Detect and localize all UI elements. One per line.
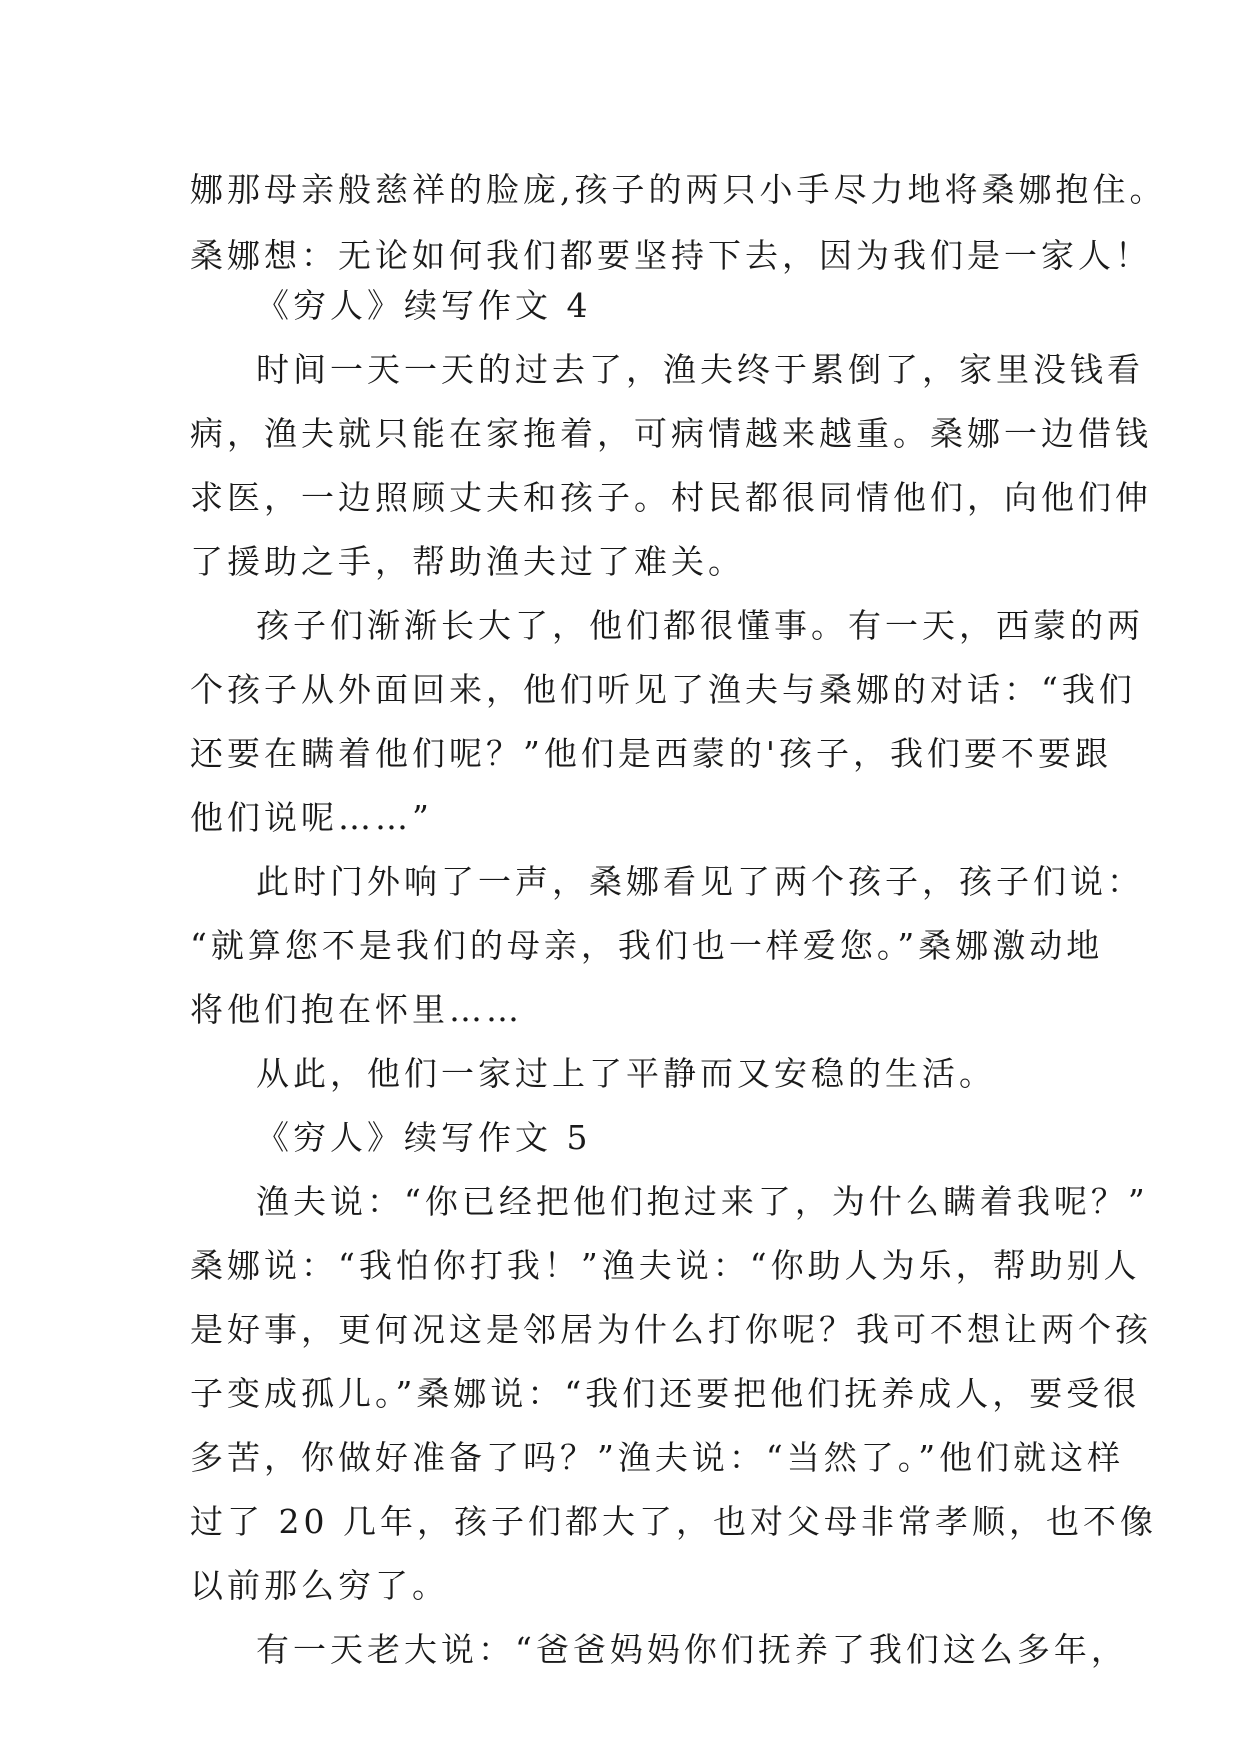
paragraph-line: 娜那母亲般慈祥的脸庞,孩子的两只小手尽力地将桑娜抱住。 <box>190 170 1167 209</box>
paragraph-line: 子变成孤儿。”桑娜说：“我们还要把他们抚养成人，要受很 <box>190 1374 1141 1413</box>
paragraph-line: 时间一天一天的过去了，渔夫终于累倒了，家里没钱看 <box>256 350 1144 389</box>
paragraph-line: “就算您不是我们的母亲，我们也一样爱您。”桑娜激动地 <box>190 926 1104 965</box>
paragraph-line: 了援助之手，帮助渔夫过了难关。 <box>190 542 745 581</box>
paragraph-line: 此时门外响了一声，桑娜看见了两个孩子，孩子们说： <box>256 862 1144 901</box>
paragraph-line: 桑娜想：无论如何我们都要坚持下去，因为我们是一家人！ <box>190 236 1152 275</box>
paragraph-line: 有一天老大说：“爸爸妈妈你们抚养了我们这么多年， <box>256 1630 1128 1669</box>
section-heading-4: 《穷人》续写作文 4 <box>256 286 592 325</box>
paragraph-line: 多苦，你做好准备了吗？”渔夫说：“当然了。”他们就这样 <box>190 1438 1125 1477</box>
paragraph-line: 病，渔夫就只能在家拖着，可病情越来越重。桑娜一边借钱 <box>190 414 1152 453</box>
paragraph-line: 以前那么穷了。 <box>190 1566 449 1605</box>
paragraph-line: 他们说呢……” <box>190 798 433 837</box>
paragraph-line: 从此，他们一家过上了平静而又安稳的生活。 <box>256 1054 996 1093</box>
paragraph-line: 还要在瞒着他们呢？”他们是西蒙的'孩子，我们要不要跟 <box>190 734 1112 773</box>
paragraph-line: 渔夫说：“你已经把他们抱过来了，为什么瞒着我呢？” <box>256 1182 1149 1221</box>
paragraph-line: 个孩子从外面回来，他们听见了渔夫与桑娜的对话：“我们 <box>190 670 1136 709</box>
paragraph-line: 是好事，更何况这是邻居为什么打你呢？我可不想让两个孩 <box>190 1310 1152 1349</box>
paragraph-line: 求医，一边照顾丈夫和孩子。村民都很同情他们，向他们伸 <box>190 478 1152 517</box>
paragraph-line: 孩子们渐渐长大了，他们都很懂事。有一天，西蒙的两 <box>256 606 1144 645</box>
paragraph-line: 桑娜说：“我怕你打我！”渔夫说：“你助人为乐，帮助别人 <box>190 1246 1141 1285</box>
paragraph-line: 过了 20 几年，孩子们都大了，也对父母非常孝顺，也不像 <box>190 1502 1157 1541</box>
section-heading-5: 《穷人》续写作文 5 <box>256 1118 592 1157</box>
paragraph-line: 将他们抱在怀里…… <box>190 990 523 1029</box>
